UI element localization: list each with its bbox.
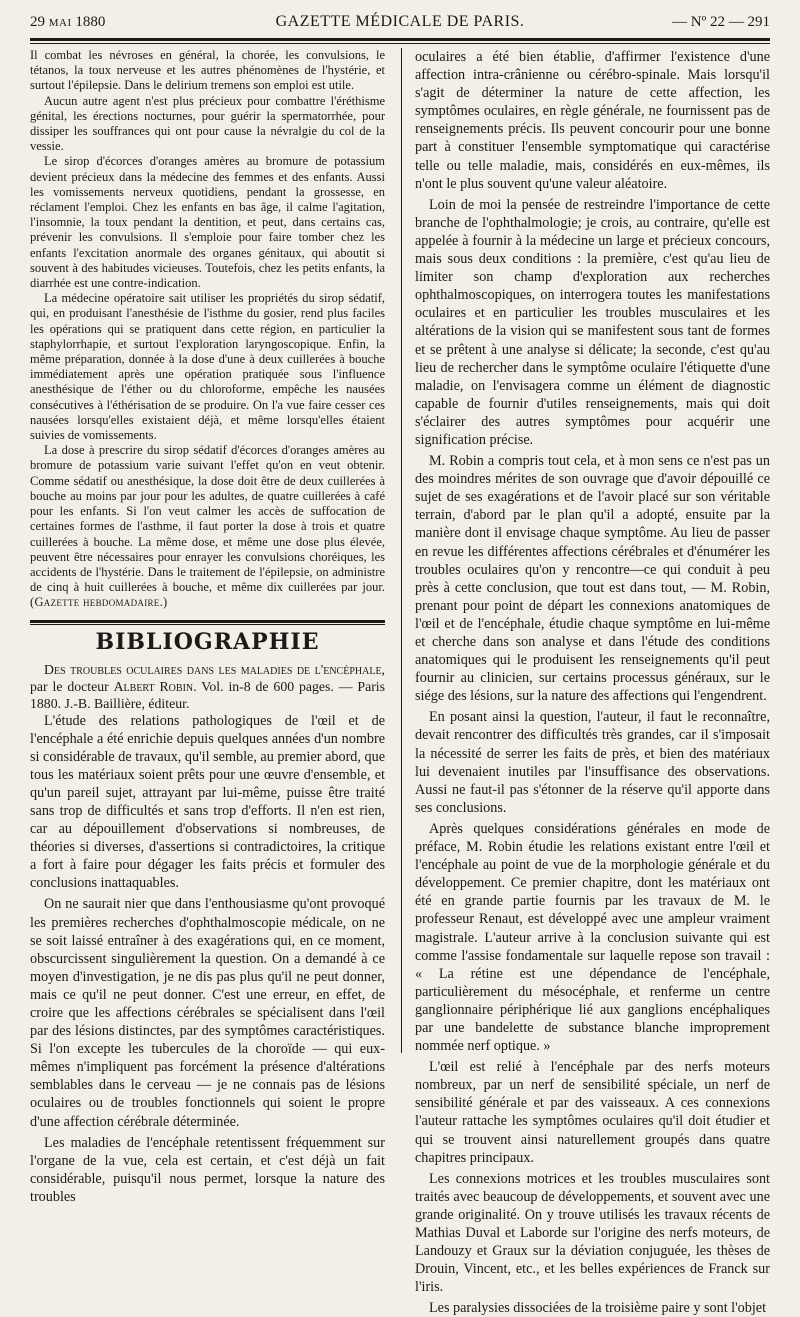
column-divider (401, 48, 402, 1053)
paragraph: Il combat les névroses en général, la chorée, les convulsions, le tétanos, la toux nerveuse et les autres phénomènes de l'hystérie, et surtout l'épilepsie. Dans le delirium tremens son emploi est utile. (30, 48, 385, 93)
paragraph: La dose à prescrire du sirop sédatif d'écorces d'oranges amères au bromure de potassium varie suivant l'effet qu'on en veut obtenir. Comme sédatif ou anesthésique, la dose doit être de deux cuillerées à bouche au moins par jour pour les adultes, de quatre cuillerées à café pour les enfants. Si l'on veut calmer les accès de suffocation de certaines formes de l'asthme, il faut porter la dose à trois et quatre cuillerées à bouche. La même dose, et même une dose plus élevée, peuvent être nécessaires pour enrayer les convulsions choréiques, les accidents de l'hystérie. Dans le traitement de l'épilepsie, on administre de cinq à huit cuillerées à bouche, et même dix cuillerées par jour. (Gazette hebdomadaire.) (30, 443, 385, 610)
paragraph: L'étude des relations pathologiques de l'œil et de l'encéphale a été enrichie depuis quelques années d'un nombre si considérable de travaux, qu'il semble, au premier abord, que tous les matériaux soient prêts pour une œuvre d'ensemble, et qu'un pareil sujet, attrayant par lui-même, puisse être traité sans trop de difficultés et sans trop d'efforts. Il n'en est rien, car au dépouillement d'observations si nombreuses, de théories si diverses, d'assertions si contradictoires, la critique a fort à faire pour dégager les faits précis et formuler des conclusions inattaquables. (30, 712, 385, 892)
paragraph: La médecine opératoire sait utiliser les propriétés du sirop sédatif, qui, en produisant l'anesthésie de l'isthme du gosier, rend plus faciles les opérations qui se pratiquent dans cette région, en particulier la staphylorrhapie, et surtout l'exploration laryngoscopique. Enfin, la même préparation, donnée à la dose d'une à deux cuillerées à bouche immédiatement après une opération pratiquée sous l'influence anesthésique de l'éther ou du chloroforme, empêche les nausées consécutives à l'éthérisation de se produire. On l'a vue faire cesser ces nausées lorsqu'elles existaient déjà, et même lorsqu'elles étaient suivies de vomissements. (30, 291, 385, 443)
paragraph: Après quelques considérations générales en mode de préface, M. Robin étudie les relations existant entre l'œil et l'encéphale au point de vue de la morphologie générale et du développement. Ce premier chapitre, dont les matériaux ont été en grande partie fournis par les travaux de M. le professeur Renaut, est développé avec une ampleur vraiment magistrale. L'auteur arrive à la conclusion suivante qui est comme l'assise fondamentale sur laquelle repose son travail : « La rétine est une dépendance de l'encéphale, particulièrement du mésocéphale, et renferme un centre ganglionnaire périphérique lié aux ganglions encéphaliques par une bandelette de substance blanche improprement nommée nerf optique. » (415, 820, 770, 1055)
paragraph: En posant ainsi la question, l'auteur, il faut le reconnaître, devait rencontrer des difficultés très grandes, car il s'imposait la nécessité de serrer les faits de près, et bien des matériaux lui devenaient inutiles par l'insuffisance des observations. Aussi ne faut-il pas s'étonner de la réserve qu'il apporte dans ses conclusions. (415, 709, 770, 816)
source-citation: (Gazette hebdomadaire.) (30, 595, 168, 610)
section-rule-thick (30, 620, 385, 623)
paragraph: Le sirop d'écorces d'oranges amères au bromure de potassium devient précieux dans la médecine des femmes et des enfants. Aussi les vomissements nerveux quotidiens, pendant la grossesse, en réclament l'emploi. Chez les enfants en bas âge, il calme l'agitation, l'insomnie, la toux pendant la dentition, et peut, dans certains cas, prévenir les convulsions. Il s'emploie pour faire tomber chez les enfants l'excitation anormale des organes génitaux, qui aboutit si souvent à des habitudes vicieuses. Toutefois, chez les petits enfants, la diarrhée est une contre-indication. (30, 154, 385, 291)
paragraph: On ne saurait nier que dans l'enthousiasme qu'ont provoqué les premières recherches d'ophthalmoscopie médicale, on ne se soit laissé entraîner à des exagérations qui, en ce moment, obscurcissent singulièrement la question. On a demandé à ce moyen d'investigation, je ne dis pas plus qu'il ne peut donner, mais ce qu'il ne peut donner. C'est une erreur, en effet, de croire que les affections cérébrales se spécialisent dans l'œil par des lésions distinctes, par des symptômes caractéristiques. Si l'on excepte les tubercules de la choroïde — qui eux-mêmes n'impliquent pas forcément la présence d'altérations semblables dans le cerveau — je ne connais pas de lésions oculaires ou de troubles fonctionnels qui soient le propre d'une affection cérébrale déterminée. (30, 896, 385, 1130)
right-column (415, 48, 770, 1317)
paragraph: Loin de moi la pensée de restreindre l'importance de cette branche de l'ophthalmologie; je crois, au contraire, qu'elle est appelée à fournir à la médecine un large et précieux concours, mais sous deux conditions : la première, c'est qu'au lieu de limiter son champ d'exploration aux recherches ophthalmoscopiques, on interrogera toutes les manifestations oculaires et en particulier les troubles musculaires et les altérations de la vision qui se manifestent sous tant de formes et se prêtent à une analyse si délicate; la seconde, c'est qu'au lieu de rechercher dans le symptôme oculaire l'étiquette d'une maladie, on l'envisagera comme un élément de diagnostic capable de fournir d'utiles renseignements, mais qui doit s'éclairer des autres symptômes pour acquérir une signification précise. (415, 196, 770, 448)
paragraph: Les paralysies dissociées de la troisième paire y sont l'objet (429, 1300, 767, 1317)
paragraph: oculaires a été bien établie, d'affirmer l'existence d'une affection intra-crânienne ou cérébro-spinale. Mais lorsqu'il s'agit de déterminer la nature de cette affection, les symptômes oculaires, en règle générale, ne fournissent pas de renseignements précis. Ils peuvent concourir pour une bonne part à constituer l'ensemble symptomatique qui caractérise telle ou telle maladie, mais, considérés en eux-mêmes, ils n'ont le plus souvent qu'une valeur aléatoire. (415, 49, 770, 192)
bibliography-entry: Des troubles oculaires dans les maladies de l'encéphale, par le docteur Albert Robin. Vol. in-8 de 600 pages. — Paris 1880. J.-B. Baillière, éditeur. (30, 661, 385, 711)
left-column (30, 48, 385, 1205)
therapeutics-article (30, 48, 385, 611)
section-title: BIBLIOGRAPHIE (95, 628, 320, 655)
journal-title: GAZETTE MÉDICALE DE PARIS. (275, 13, 525, 30)
issue-date: 29 MAI 1880 (30, 14, 106, 30)
bibliography-heading-block (30, 620, 385, 655)
review-article-start (30, 712, 385, 1207)
paragraph: M. Robin a compris tout cela, et à mon sens ce n'est pas un des moindres mérites de son ouvrage que d'avoir dépouillé ce sujet de ses exagérations et de l'avoir placé sur son véritable terrain, d'abord par le plan qu'il a adopté, ensuite par la manière dont il envisage chaque symptôme. Au lieu de passer en revue les différentes affections cérébrales et d'énumérer les troubles oculaires qu'on y rencontre—ce qui conduit à peu près à cette conclusion, que tout est dans tout, — M. Robin, prenant pour point de départ les connexions anatomiques de l'œil et de l'encéphale, étudie chaque symptôme en lui-même et cherche dans son analyse et dans l'étude des conditions anatomiques qui le produisent les renseignements qu'il peut fournir au clinicien, sur certains processus généraux, sur le siége des lésions, sur la nature des affections qui l'engendrent. (415, 453, 770, 705)
section-rule-thin (30, 624, 385, 625)
header-rule-thick (30, 38, 770, 41)
paragraph: Les maladies de l'encéphale retentissent fréquemment sur l'organe de la vue, cela est certain, et c'est déjà un fait considérable, puisqu'il nous permet, lorsque la nature des troubles (30, 1134, 385, 1205)
page-header (30, 10, 770, 32)
header-rule-thin (30, 43, 770, 44)
issue-page-number: — Nº 22 — 291 (672, 14, 770, 30)
paragraph: Aucun autre agent n'est plus précieux pour combattre l'éréthisme génital, les érections nocturnes, pour guérir la spermatorrhée, pour dissiper les souffrances qui ont pour cause la névralgie du col de la vessie. (30, 93, 385, 154)
paragraph: Les connexions motrices et les troubles musculaires sont traités avec beaucoup de développements, et souvent avec une grande originalité. On y trouve utilisés les travaux récents de Mathias Duval et Laborde sur l'origine des nerfs moteurs, de Landouzy et Graux sur la déviation conjuguée, les thèses de Drouin, Vincent, etc., et les belles expériences de Franck sur l'iris. (415, 1170, 770, 1296)
paragraph: L'œil est relié à l'encéphale par des nerfs moteurs nombreux, par un nerf de sensibilité spéciale, un nerf de sensibilité générale et par des vaisseaux. A ces connexions l'auteur rattache les symptômes oculaires qu'il doit étudier et qui se trouvent ainsi naturellement groupés dans quatre chapitres principaux. (415, 1059, 770, 1166)
